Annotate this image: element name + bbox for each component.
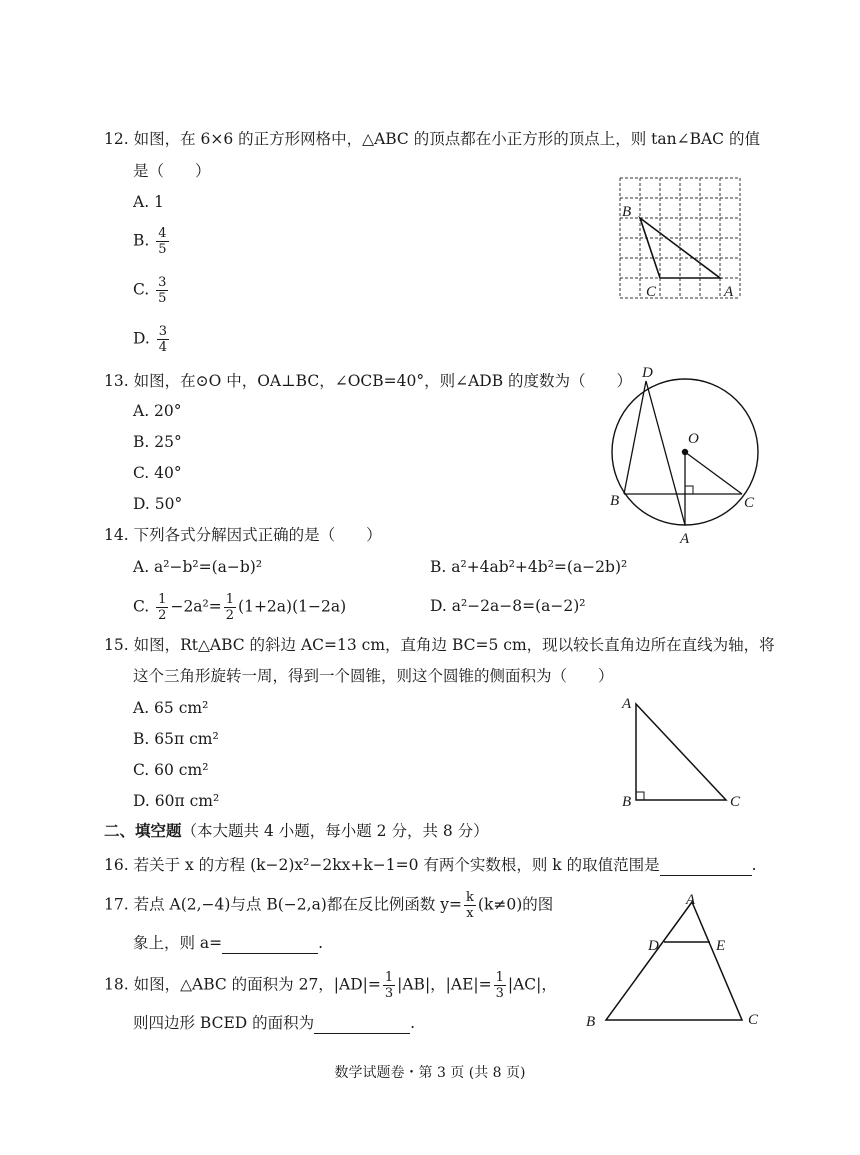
- q12-grid-figure: [612, 172, 752, 304]
- q17-answer-blank[interactable]: [222, 935, 318, 954]
- q13-option-c: C. 40°: [133, 464, 182, 482]
- q14-option-d: D. a²−2a−8=(a−2)²: [430, 597, 586, 615]
- q13-label-o: O: [688, 431, 699, 447]
- q15-right-triangle-figure: [618, 690, 748, 810]
- q18-triangle-abc: [606, 902, 742, 1020]
- q15-option-b: B. 65π cm²: [133, 730, 219, 748]
- q18-label-c: C: [748, 1012, 759, 1028]
- q18-label-a: A: [686, 892, 696, 908]
- q13-option-d: D. 50°: [133, 495, 183, 513]
- q13-label-c: C: [744, 495, 755, 511]
- q18-triangle-figure: [582, 890, 772, 1030]
- q15-stem-line2: 这个三角形旋转一周，得到一个圆锥，则这个圆锥的侧面积为（ ）: [133, 667, 614, 685]
- q15-label-a: A: [622, 696, 632, 712]
- q18-label-d: D: [648, 938, 659, 954]
- q18-stem-line2: 则四边形 BCED 的面积为 .: [133, 1014, 416, 1032]
- q17-stem-line1: 17. 若点 A(2,−4)与点 B(−2,a)都在反比例函数 y= $\frac{k}{x}$ (k≠0)的图: [104, 890, 554, 921]
- q18-stem-line1: 18. 如图，△ABC 的面积为 27，|AD|= $\frac{1}{3}$ |AB|，|AE|= $\frac{1}{3}$ |AC|，: [104, 970, 557, 1001]
- q13-label-a: A: [680, 531, 690, 545]
- page-footer: 数学试题卷・第 3 页 (共 8 页): [334, 1065, 526, 1081]
- q12-grid: [620, 178, 740, 298]
- q12-option-d: D. $\frac{3}{4}$: [133, 324, 168, 355]
- q13-option-a: A. 20°: [133, 402, 182, 420]
- q13-stem: 13. 如图，在⊙O 中，OA⊥BC，∠OCB=40°，则∠ADB 的度数为（ ）: [104, 372, 633, 390]
- q15-label-c: C: [730, 794, 741, 810]
- q14-option-a: A. a²−b²=(a−b)²: [133, 558, 263, 576]
- q12-label-c: C: [646, 284, 657, 300]
- q13-center-dot: [682, 449, 688, 455]
- q16-stem: 16. 若关于 x 的方程 (k−2)x²−2kx+k−1=0 有两个实数根，则 k 的取值范围是 .: [104, 856, 757, 874]
- q12-option-b: B. $\frac{4}{5}$: [133, 226, 167, 257]
- q12-option-c: C. $\frac{3}{5}$: [133, 275, 167, 306]
- q12-option-a: A. 1: [133, 193, 164, 211]
- q13-label-b: B: [610, 493, 620, 509]
- q12-stem-line1: 12. 如图，在 6×6 的正方形网格中，△ABC 的顶点都在小正方形的顶点上，则 tan∠BAC 的值: [104, 130, 760, 148]
- q18-label-b: B: [586, 1014, 596, 1030]
- q15-stem-line1: 15. 如图，Rt△ABC 的斜边 AC=13 cm，直角边 BC=5 cm，现以较长直角边所在直线为轴，将: [104, 636, 775, 654]
- q13-option-b: B. 25°: [133, 433, 182, 451]
- q18-label-e: E: [716, 938, 726, 954]
- q12-label-a: A: [724, 284, 734, 300]
- q17-stem-line2: 象上，则 a= .: [133, 934, 324, 952]
- q12-label-b: B: [622, 204, 632, 220]
- q16-answer-blank[interactable]: [660, 857, 752, 876]
- q14-option-c: C. $\frac{1}{2}$ −2a²= $\frac{1}{2}$ (1+2a)(1−2a): [133, 592, 347, 623]
- q14-stem: 14. 下列各式分解因式正确的是（ ）: [104, 526, 382, 544]
- q13-label-d: D: [642, 365, 653, 381]
- q13-circle-figure: [598, 365, 773, 545]
- q14-option-b: B. a²+4ab²+4b²=(a−2b)²: [430, 558, 628, 576]
- q18-answer-blank[interactable]: [314, 1015, 410, 1034]
- section2-heading: 二、填空题（本大题共 4 小题，每小题 2 分，共 8 分）: [104, 821, 489, 840]
- q15-option-a: A. 65 cm²: [133, 699, 209, 717]
- q15-option-d: D. 60π cm²: [133, 792, 220, 810]
- q12-stem-line2: 是（ ）: [133, 162, 211, 180]
- q15-option-c: C. 60 cm²: [133, 761, 209, 779]
- q15-label-b: B: [622, 794, 632, 810]
- q15-triangle: [636, 704, 726, 800]
